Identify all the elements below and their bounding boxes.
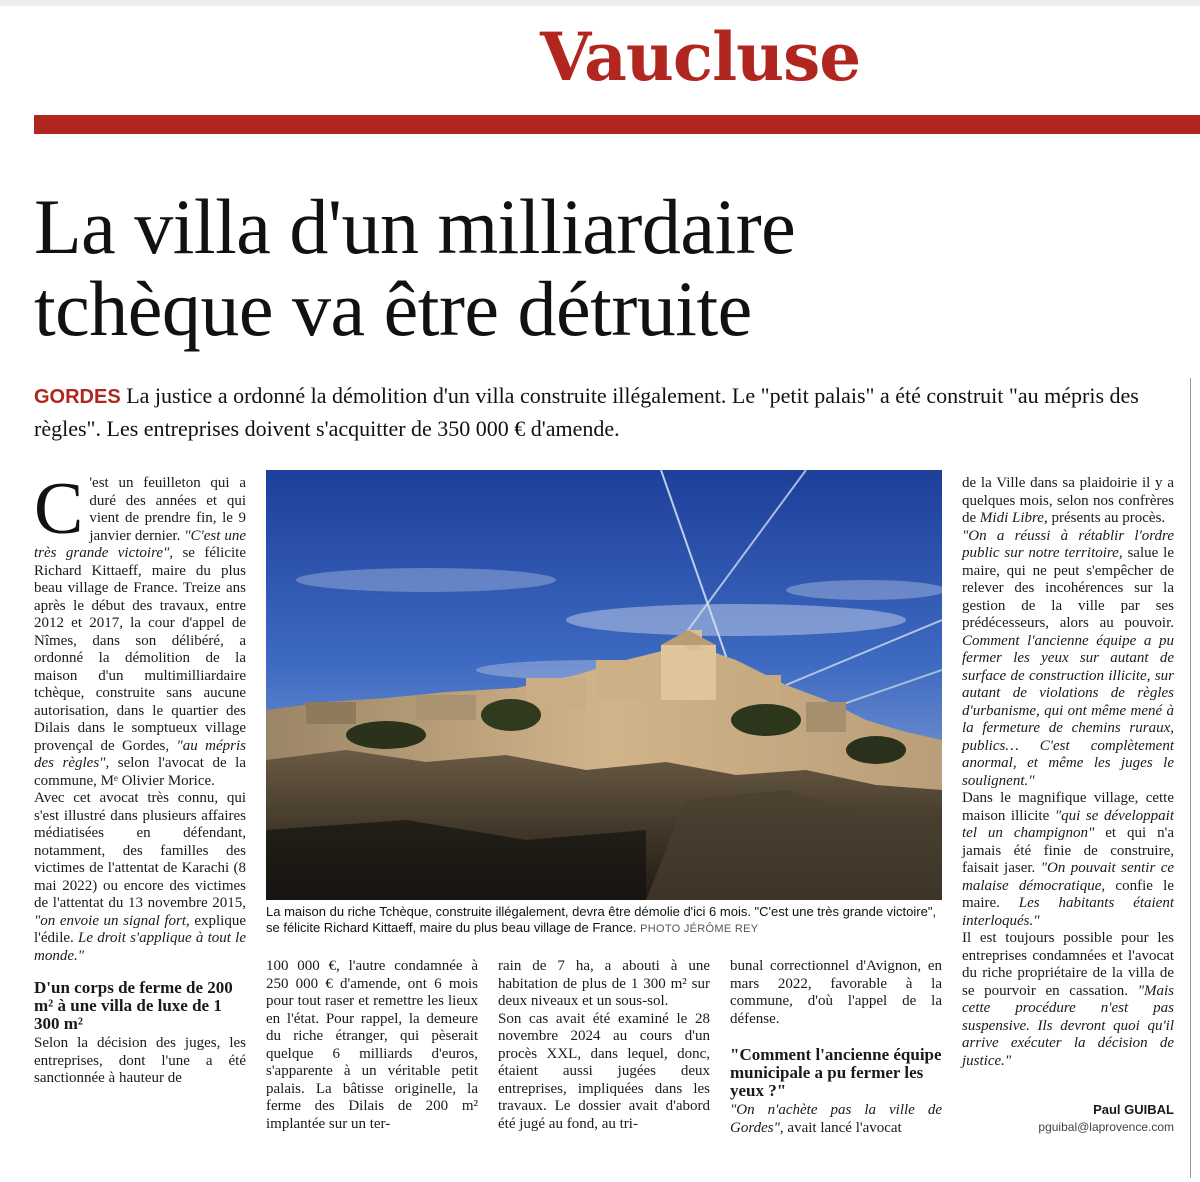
quote-run: "Mais cette procédure n'est pas suspensive. Ils devront quoi qu'il arrive exécuter la décision de justice." — [962, 982, 1174, 1069]
article-column-4 — [730, 958, 942, 1137]
quote-run: "On n'achète pas la ville de Gordes" — [730, 1102, 942, 1136]
paragraph: rain de 7 ha, a abouti à une habitation de plus de 1 300 m² sur deux niveaux et un sous-sol. — [498, 958, 710, 1009]
quote-run: "C'est une très grande victoire" — [34, 527, 246, 561]
text-run: , se félicite Richard Kittaeff, maire du plus beau village de France. Treize ans après le début des travaux, entre 2012 et 2017, la cour d'appel de Nîmes, dans son délibéré, a ordonné la démolition de la maison d'un multimilliardaire tchèque, construite sans aucune autorisation, dans le quartier des Dilais dans le somptueux village provençal de Gordes, — [34, 545, 246, 754]
gordes-village-image — [266, 470, 942, 900]
paragraph — [962, 528, 1174, 791]
paragraph — [34, 790, 246, 965]
text-run: 'est un feuilleton qui a duré des années et qui vient de prendre fin, le 9 janvier dernier. — [89, 475, 246, 544]
publication-name: Midi Libre — [979, 510, 1044, 526]
subheading: D'un corps de ferme de 200 m² à une villa de luxe de 1 300 m² — [34, 978, 233, 1033]
text-run: Dans le magnifique village, cette maison illicite — [962, 790, 1174, 824]
author-byline: Paul GUIBAL — [1093, 1102, 1174, 1117]
text-run: , selon l'avocat de la commune, Mᵉ Olivier Morice. — [34, 755, 247, 789]
photo-caption — [266, 904, 942, 937]
drop-cap: C — [34, 468, 84, 550]
paragraph: 100 000 €, l'autre condamnée à 250 000 € d'amende, ont 6 mois pour tout raser et remettre les lieux en l'état. Pour rappel, la demeure du riche étranger, qui pèserait quelque 6 milliards d'euros, s'apparente à un véritable petit palais. La bâtisse originelle, la ferme des Dilais de 200 m² implantée sur un ter- — [266, 958, 478, 1132]
caption-text: La maison du riche Tchèque, construite illégalement, devra être démolie d'ici 6 mois. "C'est une très grande victoire", se félicite Richard Kittaeff, maire du plus beau village de France. — [266, 904, 937, 935]
paragraph — [962, 475, 1174, 528]
headline-line-2: tchèque va être détruite — [34, 265, 752, 352]
quote-run: "On pouvait sentir ce malaise démocratique — [962, 860, 1175, 894]
quote-run: "qui se développait tel un champignon" — [962, 807, 1174, 841]
text-run: , avait lancé l'avocat — [779, 1119, 902, 1136]
article-column-1 — [34, 468, 247, 1088]
article-photo — [266, 470, 942, 900]
standfirst-text: La justice a ordonné la démolition d'un villa construite illégalement. Le "petit palais" a été construit "au mépris des règles". Les entreprises doivent s'acquitter de 350 000 € d'amende. — [34, 383, 1139, 441]
paragraph: bunal correctionnel d'Avignon, en mars 2022, favorable à la commune, d'où l'appel de la défense. — [730, 958, 942, 1027]
paragraph: Son cas avait été examiné le 28 novembre 2024 au cours d'un procès XXL, dans lequel, donc, étaient aussi jugées deux entreprises, impliquées dans les travaux. Le dossier avait d'abord été jugé au fond, au tri- — [498, 1010, 710, 1132]
quote-run: Le droit s'applique à tout le monde." — [34, 930, 246, 964]
author-email[interactable]: pguibal@laprovence.com — [1038, 1120, 1174, 1134]
top-band — [0, 0, 1200, 6]
quote-run: "on envoie un signal fort — [34, 912, 187, 929]
text-run: , explique l'édile. — [34, 912, 246, 946]
quote-run: Comment l'ancienne équipe a pu fermer les yeux sur autant de surface de construction illicite, sur autant de violations de règles d'urbanisme, qui ont même mené à la fermeture de chemins ruraux, publics… C'est complètement anormal, et même les juges le soulignent." — [962, 632, 1174, 789]
article-column-3 — [498, 958, 710, 1133]
article-column-2 — [266, 958, 478, 1133]
article-column-5 — [962, 475, 1174, 1070]
column-rule — [1190, 378, 1191, 1178]
paragraph — [730, 1102, 942, 1137]
text-run: , confie le maire. — [962, 877, 1174, 911]
kicker: GORDES — [34, 386, 121, 408]
text-run: Avec cet avocat très connu, qui s'est illustré dans plusieurs affaires médiatisées en défendant, notamment, des familles des victimes de l'attentat de Karachi (8 mai 2022) ou encore des victimes de l'attentat du 13 novembre 2015, — [34, 790, 246, 911]
paragraph: Selon la décision des juges, les entreprises, dont l'une a été sanctionnée à hauteur de — [34, 1035, 246, 1086]
paragraph — [962, 930, 1174, 1070]
subheading: "Comment l'ancienne équipe municipale a pu fermer les yeux ?" — [730, 1045, 942, 1100]
text-run: Il est toujours possible pour les entreprises condamnées et l'avocat du riche propriétaire de la villa de se pourvoir en cassation. — [962, 930, 1174, 999]
text-run: de la Ville dans sa plaidoirie il y a quelques mois, selon nos confrères de — [962, 475, 1174, 526]
headline — [34, 183, 1194, 352]
photo-credit: PHOTO JÉRÔME REY — [640, 923, 759, 935]
text-run: et qui n'a jamais été finie de construire, faisait jaser. — [962, 825, 1174, 876]
paragraph — [962, 790, 1174, 930]
quote-run: "au mépris des règles" — [34, 737, 246, 771]
quote-run: "On a réussi à rétablir l'ordre public sur notre territoire — [962, 527, 1174, 561]
section-title: Vaucluse — [540, 18, 861, 96]
text-run: , présents au procès. — [1043, 510, 1166, 526]
headline-line-1: La villa d'un milliardaire — [34, 183, 796, 270]
section-rule — [34, 115, 1200, 134]
text-run: , salue le maire, qui ne peut s'empêcher de relever des incohérences sur la gestion de la ville par ses prédécesseurs, alors au pouvoir. — [962, 545, 1174, 631]
quote-run: Les habitants étaient interloqués." — [962, 895, 1174, 929]
paragraph — [34, 468, 247, 790]
standfirst — [34, 380, 1179, 444]
